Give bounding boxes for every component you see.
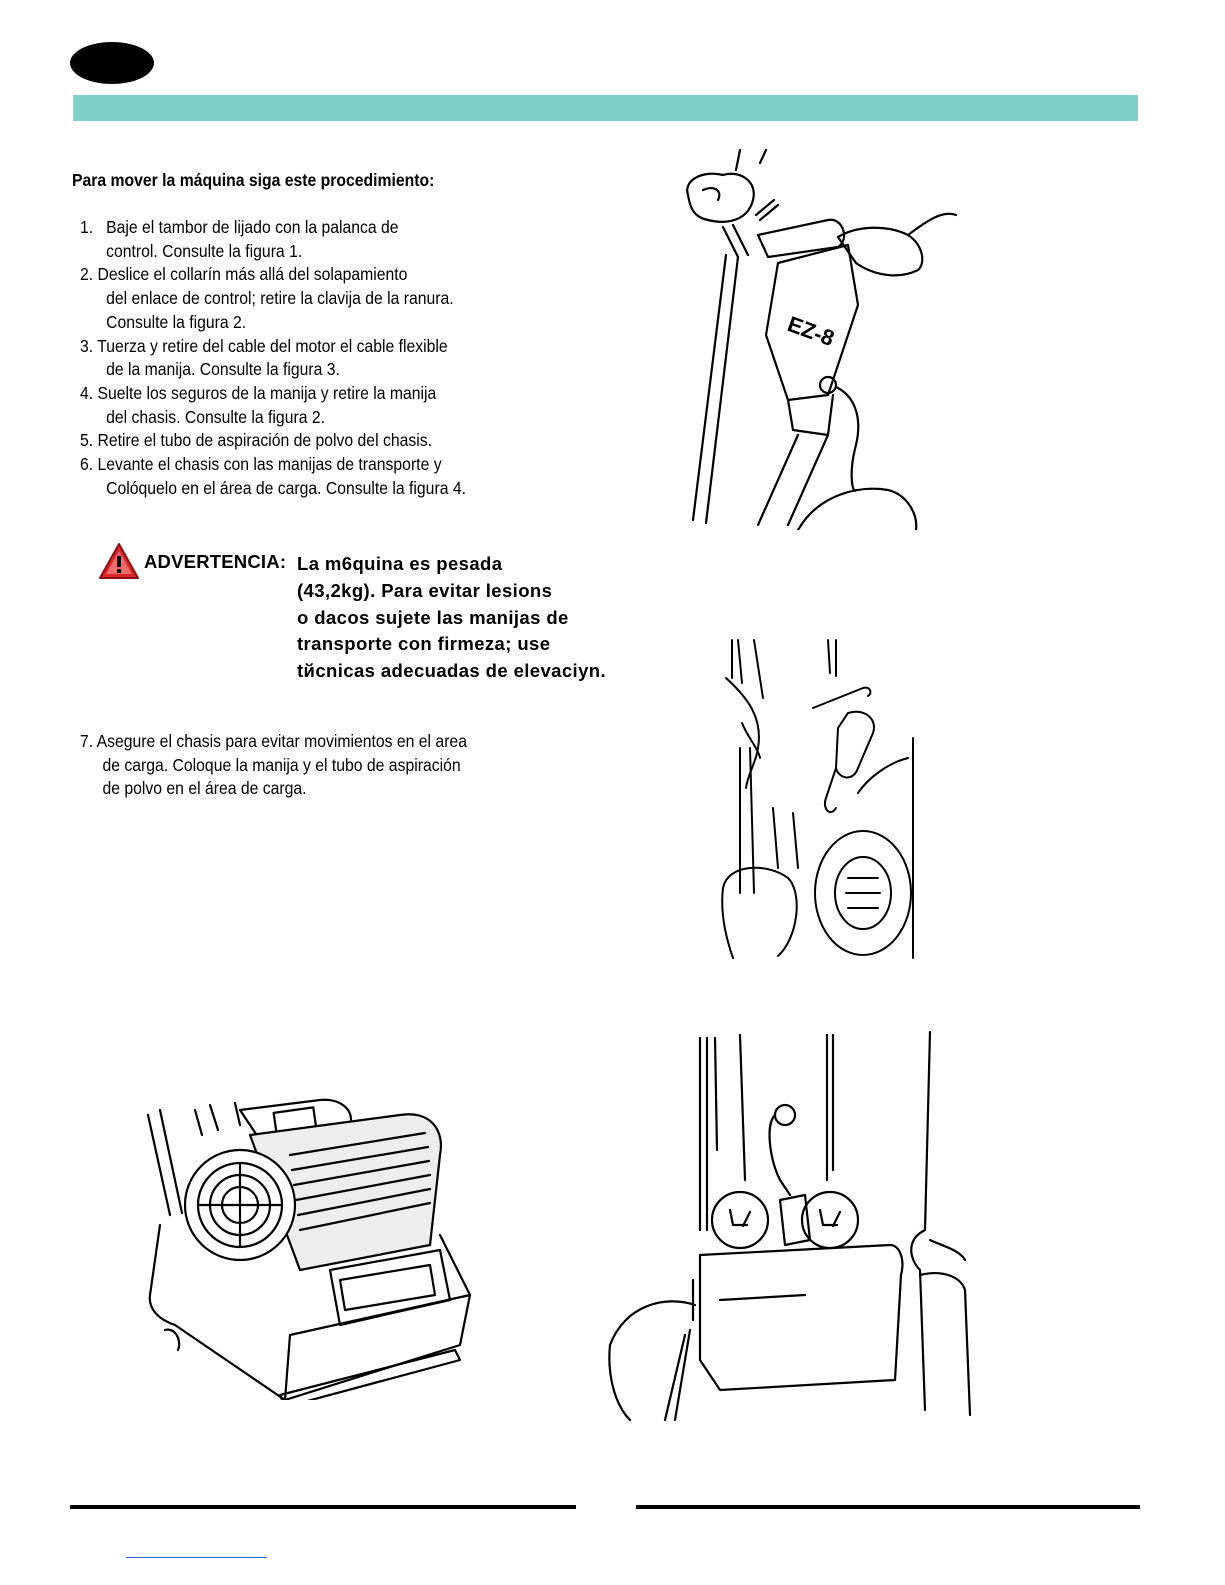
figure-4-illustration <box>605 1030 990 1425</box>
figure-2-illustration <box>718 638 918 968</box>
step-line: Colóquelo en el área de carga. Consulte la figura 4. <box>106 477 466 498</box>
warning-line: o dacos sujete las manijas de <box>297 606 569 628</box>
step-line: control. Consulte la figura 1. <box>106 240 303 261</box>
svg-text:EZ-8: EZ-8 <box>784 311 838 352</box>
warning-line: transporte con firmeza; use <box>297 633 551 655</box>
step-line: 7. Asegure el chasis para evitar movimientos en el area <box>80 731 467 751</box>
warning-label: ADVERTENCIA: <box>144 551 287 572</box>
step-line: 6. Levante el chasis con las manijas de transporte y <box>80 454 442 475</box>
header-bar <box>73 95 1138 121</box>
step-text: Baje el tambor de lijado con la palanca de <box>106 217 399 237</box>
warning-line: La m6quina es pesada <box>297 553 503 574</box>
warning-triangle-icon <box>98 542 140 580</box>
footer-rule-left <box>70 1505 576 1509</box>
step-line: de la manija. Consulte la figura 3. <box>106 359 340 380</box>
step-line: 3. Tuerza y retire del cable del motor el cable flexible <box>80 335 448 356</box>
warning-line: tйcnicas adecuadas de elevaciyn. <box>297 660 607 682</box>
step-line: 2. Deslice el collarín más allá del solapamiento <box>80 264 408 285</box>
procedure-steps <box>80 216 466 500</box>
step-line: de polvo en el área de carga. <box>102 778 307 799</box>
step-seven <box>80 730 467 801</box>
intro-heading: Para mover la máquina siga este procedimiento: <box>72 170 435 190</box>
warning-text <box>297 551 606 685</box>
step-line: del enlace de control; retire la clavija de la ranura. <box>106 288 454 309</box>
step-line <box>80 216 466 240</box>
step-line: Consulte la figura 2. <box>106 311 247 332</box>
figure-3-illustration <box>140 1095 480 1400</box>
step-number: 1. <box>80 217 94 237</box>
step-line: 4. Suelte los seguros de la manija y retire la manija <box>80 382 437 403</box>
warning-line: (43,2kg). Para evitar lesions <box>297 579 553 601</box>
section-badge <box>70 42 154 84</box>
step-line: del chasis. Consulte la figura 2. <box>106 406 325 427</box>
step-line: de carga. Coloque la manija y el tubo de aspiración <box>102 754 461 775</box>
figure-1-illustration <box>678 145 968 530</box>
step-line: 5. Retire el tubo de aspiración de polvo del chasis. <box>80 430 432 451</box>
link-underline <box>126 1557 267 1558</box>
footer-rule-right <box>636 1505 1140 1509</box>
